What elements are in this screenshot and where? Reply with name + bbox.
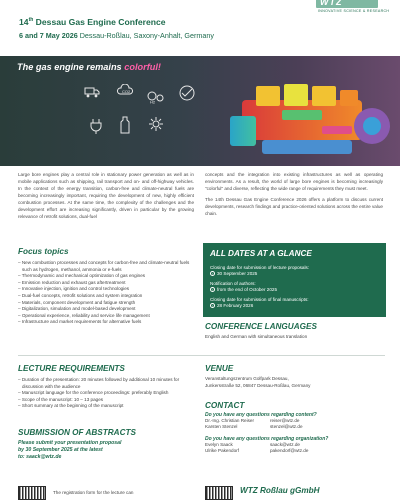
h2-icon bbox=[146, 88, 166, 104]
svg-text:CO2: CO2 bbox=[122, 89, 131, 94]
conference-title: 14th Dessau Gas Engine Conference bbox=[19, 17, 166, 27]
list-item: – Manuscript language for the conference proceedings: preferably English bbox=[18, 390, 169, 396]
qr-code[interactable] bbox=[205, 486, 233, 500]
footer-brand: WTZ Roßlau gGmbH bbox=[240, 486, 320, 495]
hero-title: The gas engine remains colorful! bbox=[17, 62, 161, 72]
list-item: – Thermodynamic and mechanical optimization of gas engines bbox=[18, 273, 146, 279]
list-item: – New combustion processes and concepts for carbon-free and climate-neutral fuels such as hydrogen, methanol, ammonia or e-fuels bbox=[18, 260, 190, 272]
arrow-circle-icon: › bbox=[211, 304, 214, 308]
submission-text: Please submit your presentation proposal by 30 September 2025 at the latest to: saack@wtz.de bbox=[18, 440, 198, 461]
content-question: Do you have any questions regarding content? bbox=[205, 412, 317, 418]
submission-email-link[interactable]: to: saack@wtz.de bbox=[18, 454, 62, 460]
dates-at-a-glance-box bbox=[203, 243, 386, 317]
focus-topics-section bbox=[18, 247, 196, 326]
svg-text:H2: H2 bbox=[150, 99, 156, 104]
email-link[interactable]: pakendorf@wtz.de bbox=[270, 448, 309, 454]
dates-heading: ALL DATES AT A GLANCE bbox=[210, 249, 312, 258]
intro-text-left: Large bore engines play a central role in stationary power generation as well as in mobile applications such as shipping, rail transport and on- and off-highway vehicles. In the context of the energy transition, carbon-free and climate-neutral fuels are becoming increasingly important, requiring the development of new, highly efficient combustion processes. At the same time, the complexity of the challenges and the development effort are increasing significantly, driven in particular by the growing relevance of retrofit solutions, dual-fuel bbox=[18, 172, 194, 219]
languages-heading: CONFERENCE LANGUAGES bbox=[205, 322, 317, 331]
contact-row: Evelyn Saack saack@wtz.de bbox=[205, 441, 300, 447]
lecture-requirements-section bbox=[18, 364, 198, 410]
conference-languages-section bbox=[205, 322, 385, 339]
email-link[interactable]: saack@wtz.de bbox=[270, 441, 300, 447]
bottle-icon bbox=[119, 116, 131, 134]
date-label: Notification of authors: bbox=[210, 281, 256, 286]
email-link[interactable]: stenzel@wtz.de bbox=[270, 424, 303, 430]
arrow-circle-icon: › bbox=[211, 288, 214, 292]
settings-icon bbox=[148, 116, 164, 132]
gas-engine-illustration bbox=[222, 70, 400, 166]
contact-row: Ulrike Pakendorf pakendorf@wtz.de bbox=[205, 448, 309, 454]
list-item: – Emission reduction and exhaust gas aftertreatment bbox=[18, 279, 126, 285]
list-item: – Operational experience, reliability and service life management bbox=[18, 312, 150, 318]
date-value: › 28 February 2026 bbox=[211, 303, 254, 308]
email-link[interactable]: reiser@wtz.de bbox=[270, 418, 300, 423]
venue-address: Veranstaltungszentrum Golfpark Dessau, Junkersstraße 52, 06847 Dessau-Roßlau, Germany bbox=[205, 376, 311, 388]
date-value: › 30 September 2025 bbox=[211, 271, 258, 276]
plug-icon bbox=[89, 118, 103, 134]
contact-heading: CONTACT bbox=[205, 401, 245, 410]
list-item: – Materials, component development and fatigue strength bbox=[18, 299, 136, 305]
list-item: – Scope of the manuscript: 10 – 13 pages bbox=[18, 396, 104, 402]
lecture-requirements-list bbox=[18, 377, 198, 410]
list-item: – Dual-fuel concepts, retrofit solutions and system integration bbox=[18, 292, 143, 298]
focus-topics-heading: Focus topics bbox=[18, 247, 69, 256]
contact-row: Karsten Stenzel stenzel@wtz.de bbox=[205, 424, 303, 430]
submission-section bbox=[18, 428, 198, 461]
list-item: – Digitalization, simulation and model-based development bbox=[18, 306, 136, 312]
hero-banner bbox=[0, 56, 400, 166]
submission-heading: SUBMISSION OF ABSTRACTS bbox=[18, 428, 136, 437]
hero-icon-grid bbox=[84, 84, 224, 154]
contact-row: Dr.-Ing. Christian Reiser reiser@wtz.de bbox=[205, 418, 300, 423]
date-value: › from the end of October 2025 bbox=[211, 287, 278, 292]
intro-text-right: concepts and the integration into existing infrastructures as well as operating environments. As a result, the world of large bore engines is becoming increasingly "colorful" and diverse, reflecting the wide range of requirements they must meet. The 14th Dessau Gas Engine Conference 2026 offers a platform to discuss current developments, research findings and practice-oriented solutions across the entire value chain. bbox=[205, 172, 383, 216]
venue-section bbox=[205, 364, 385, 389]
section-divider bbox=[18, 355, 385, 356]
date-label: Closing date for submission of final manuscripts: bbox=[210, 297, 309, 302]
header bbox=[0, 0, 400, 52]
co2-icon bbox=[116, 84, 138, 98]
languages-text: English and German with simultaneous translation bbox=[205, 334, 308, 339]
list-item: – Duration of the presentation: 20 minutes followed by additional 10 minutes for discussion with the audience bbox=[18, 377, 180, 389]
conference-dates: 6 and 7 May 2026 Dessau-Roßlau, Saxony-Anhalt, Germany bbox=[19, 31, 214, 40]
focus-topics-list bbox=[18, 260, 196, 326]
date-label: Closing date for submission of lecture proposals: bbox=[210, 265, 310, 270]
wtz-logo[interactable]: WTZ INNOVATIVE SCIENCE & RESEARCH bbox=[318, 0, 390, 13]
list-item: – Infrastructure and market requirements for alternative fuels bbox=[18, 319, 142, 325]
organization-question: Do you have any questions regarding organization? bbox=[205, 435, 329, 442]
venue-heading: VENUE bbox=[205, 364, 234, 373]
contact-section bbox=[205, 401, 385, 455]
list-item: – Short summary at the beginning of the manuscript bbox=[18, 403, 124, 409]
truck-icon bbox=[84, 86, 100, 98]
footer-note: The registration form for the lecture can bbox=[53, 490, 134, 495]
list-item: – Innovative injection, ignition and control technologies bbox=[18, 286, 130, 292]
qr-code[interactable] bbox=[18, 486, 46, 500]
emblem-icon bbox=[176, 84, 198, 102]
lecture-heading: LECTURE REQUIREMENTS bbox=[18, 364, 125, 373]
arrow-circle-icon: › bbox=[211, 272, 214, 276]
